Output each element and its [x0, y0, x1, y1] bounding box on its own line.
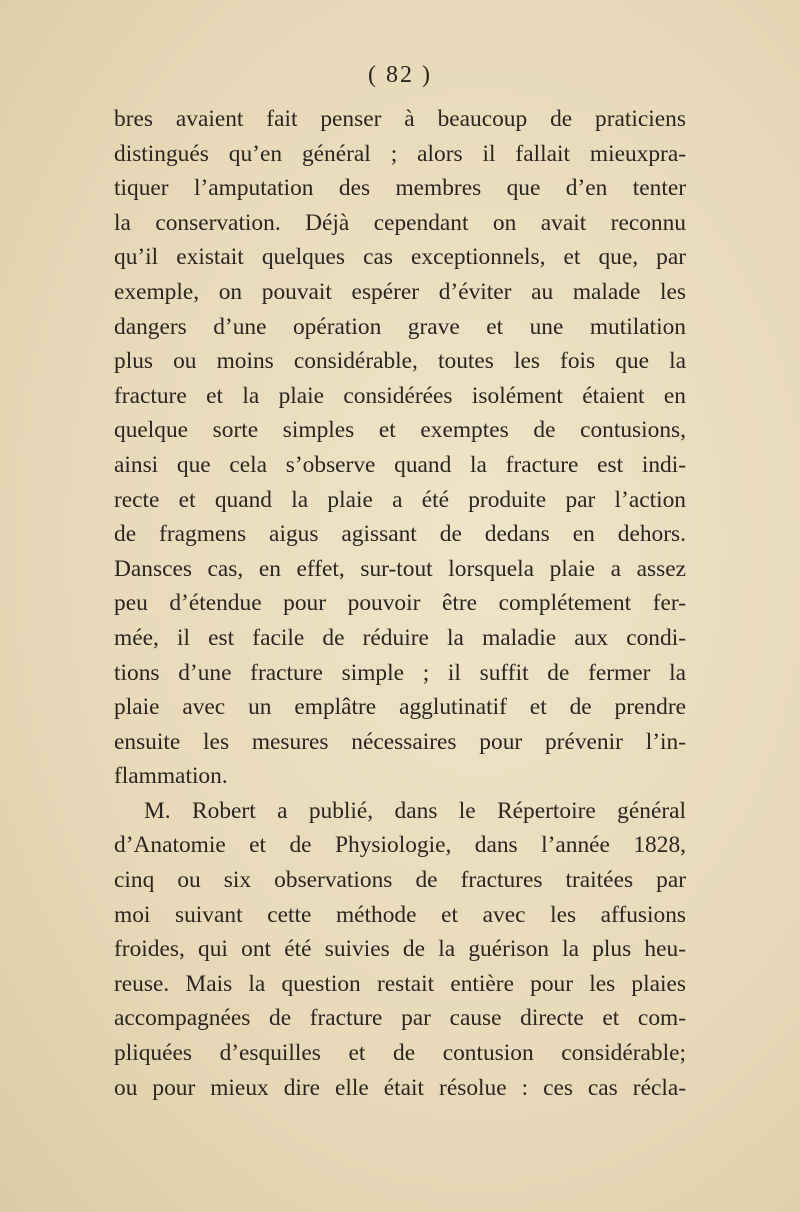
text-line: d’Anatomie et de Physiologie, dans l’année 1828, [114, 832, 686, 859]
text-line: ensuite les mesures nécessaires pour prévenir l’in- [114, 728, 686, 755]
text-line: de fragmens aigus agissant de dedans en dehors. [114, 521, 686, 548]
text-line: ainsi que cela s’observe quand la fracture est indi- [114, 451, 686, 478]
text-line: Dansces cas, en effet, sur-tout lorsquela plaie a assez [114, 555, 686, 582]
text-line: dangers d’une opération grave et une mutilation [114, 313, 686, 340]
text-line: quelque sorte simples et exemptes de contusions, [114, 417, 686, 444]
body-text [114, 102, 686, 1105]
text-line: peu d’étendue pour pouvoir être complétement fer- [114, 590, 686, 617]
text-line: recte et quand la plaie a été produite par l’action [114, 486, 686, 513]
text-line: bres avaient fait penser à beaucoup de praticiens [114, 106, 686, 132]
text-line: exemple, on pouvait espérer d’éviter au malade les [114, 278, 686, 305]
text-line: ou pour mieux dire elle était résolue : ces cas récla- [114, 1074, 686, 1101]
text-line: cinq ou six observations de fractures traitées par [114, 867, 686, 894]
page-number: ( 82 ) [368, 62, 432, 88]
text-line: qu’il existait quelques cas exceptionnels, et que, par [114, 244, 686, 271]
text-line: pliquées d’esquilles et de contusion considérable; [114, 1040, 686, 1067]
paragraph-end-line: flammation. [114, 763, 228, 790]
text-line: moi suivant cette méthode et avec les affusions [114, 901, 686, 928]
text-line: froides, qui ont été suivies de la guérison la plus heu- [114, 936, 686, 963]
text-line: reuse. Mais la question restait entière pour les plaies [114, 970, 686, 997]
text-line: plus ou moins considérable, toutes les fois que la [114, 348, 686, 375]
text-line: accompagnées de fracture par cause directe et com- [114, 1005, 686, 1032]
text-line: tiquer l’amputation des membres que d’en tenter [114, 175, 686, 202]
text-line: mée, il est facile de réduire la maladie aux condi- [114, 624, 686, 651]
text-line: tions d’une fracture simple ; il suffit de fermer la [114, 659, 686, 686]
text-line: plaie avec un emplâtre agglutinatif et de prendre [114, 694, 686, 721]
text-line: la conservation. Déjà cependant on avait reconnu [114, 209, 686, 236]
paragraph-start-line: M. Robert a publié, dans le Répertoire général [144, 797, 686, 824]
text-line: fracture et la plaie considérées isolément étaient en [114, 382, 686, 409]
text-line: distingués qu’en général ; alors il fallait mieuxpra- [114, 140, 686, 167]
